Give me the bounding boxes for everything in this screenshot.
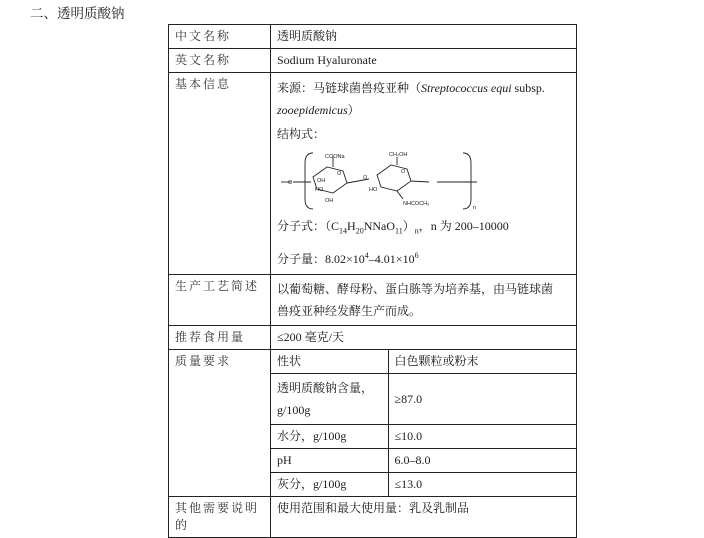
mol-ho1: HO: [315, 187, 324, 193]
quality-item-value: ≤13.0: [394, 477, 423, 492]
quality-row: [271, 425, 576, 449]
mol-o4: O: [401, 169, 406, 175]
quality-item-value: ≥87.0: [388, 374, 576, 425]
basic-info-label: 基本信息: [169, 73, 271, 275]
mol-ch2oh: CH₂OH: [389, 152, 408, 158]
quality-item-value: 白色颗粒或粉末: [388, 350, 576, 374]
quality-subtable-cell: [271, 350, 577, 497]
mol-oh2: OH: [325, 198, 334, 204]
row-next-partial: [169, 497, 577, 538]
quality-label: 质量要求: [169, 350, 271, 497]
dose-value: ≤200 毫克/天: [271, 326, 577, 350]
quality-item-name: 灰分，g/100g: [271, 473, 388, 497]
source-latin: Streptococcus equi: [421, 81, 512, 95]
en-name-value: Sodium Hyaluronate: [271, 49, 577, 73]
formula-line: 分子式：$(C_{14}H_{20}NNaO_{11})_n$，n 为 200–10000: [277, 219, 509, 236]
quality-row: [271, 473, 576, 497]
mol-coona: COONa: [325, 154, 345, 160]
quality-item-name: 性状: [271, 350, 388, 374]
quality-item-name: 透明质酸钠含量，g/100g: [271, 374, 388, 425]
quality-item-name: 水分，g/100g: [271, 425, 388, 449]
quality-row: [271, 350, 576, 374]
row-dose: [169, 326, 577, 350]
mol-o2: O: [337, 171, 342, 177]
en-name-label: 英文名称: [169, 49, 271, 73]
quality-subtable: [271, 350, 576, 496]
quality-row: [271, 374, 576, 425]
structure-diagram: [277, 149, 477, 211]
mol-ho2: HO: [369, 187, 378, 193]
section-heading: 二、透明质酸钠: [30, 6, 125, 22]
source-line: 来源：马链球菌兽疫亚种（Streptococcus equi subsp.: [277, 81, 545, 95]
dose-label: 推荐食用量: [169, 326, 271, 350]
spec-table: [168, 24, 577, 538]
row-cn-name: [169, 25, 577, 49]
next-row-value: 使用范围和最大使用量：乳及乳制品: [271, 497, 577, 538]
cn-name-label: 中文名称: [169, 25, 271, 49]
row-process: [169, 275, 577, 326]
quality-item-value: 6.0–8.0: [388, 449, 576, 473]
mol-o1: O: [288, 180, 293, 186]
mol-o3: O: [363, 175, 368, 181]
basic-info-value: [271, 73, 577, 275]
mol-nhcoch3: NHCOCH₃: [403, 201, 430, 207]
source-line-2: zooepidemicus）: [277, 103, 360, 117]
row-basic-info: [169, 73, 577, 275]
cn-name-value: 透明质酸钠: [271, 25, 577, 49]
quality-item-name: pH: [271, 449, 388, 473]
mol-n: n: [473, 205, 477, 211]
process-label: 生产工艺简述: [169, 275, 271, 326]
quality-item-value: ≤10.0: [388, 425, 576, 449]
next-row-label: 其他需要说明的: [169, 497, 271, 538]
mol-oh1: OH: [317, 178, 326, 184]
process-value: 以葡萄糖、酵母粉、蛋白胨等为培养基，由马链球菌 兽疫亚种经发酵生产而成。: [271, 275, 577, 326]
mw-line: 分子量：$8.02\times 10^4-4.01\times 10^6$: [277, 251, 419, 267]
quality-row: [271, 449, 576, 473]
structure-label: 结构式：: [277, 127, 326, 141]
row-quality: [169, 350, 577, 497]
row-en-name: [169, 49, 577, 73]
